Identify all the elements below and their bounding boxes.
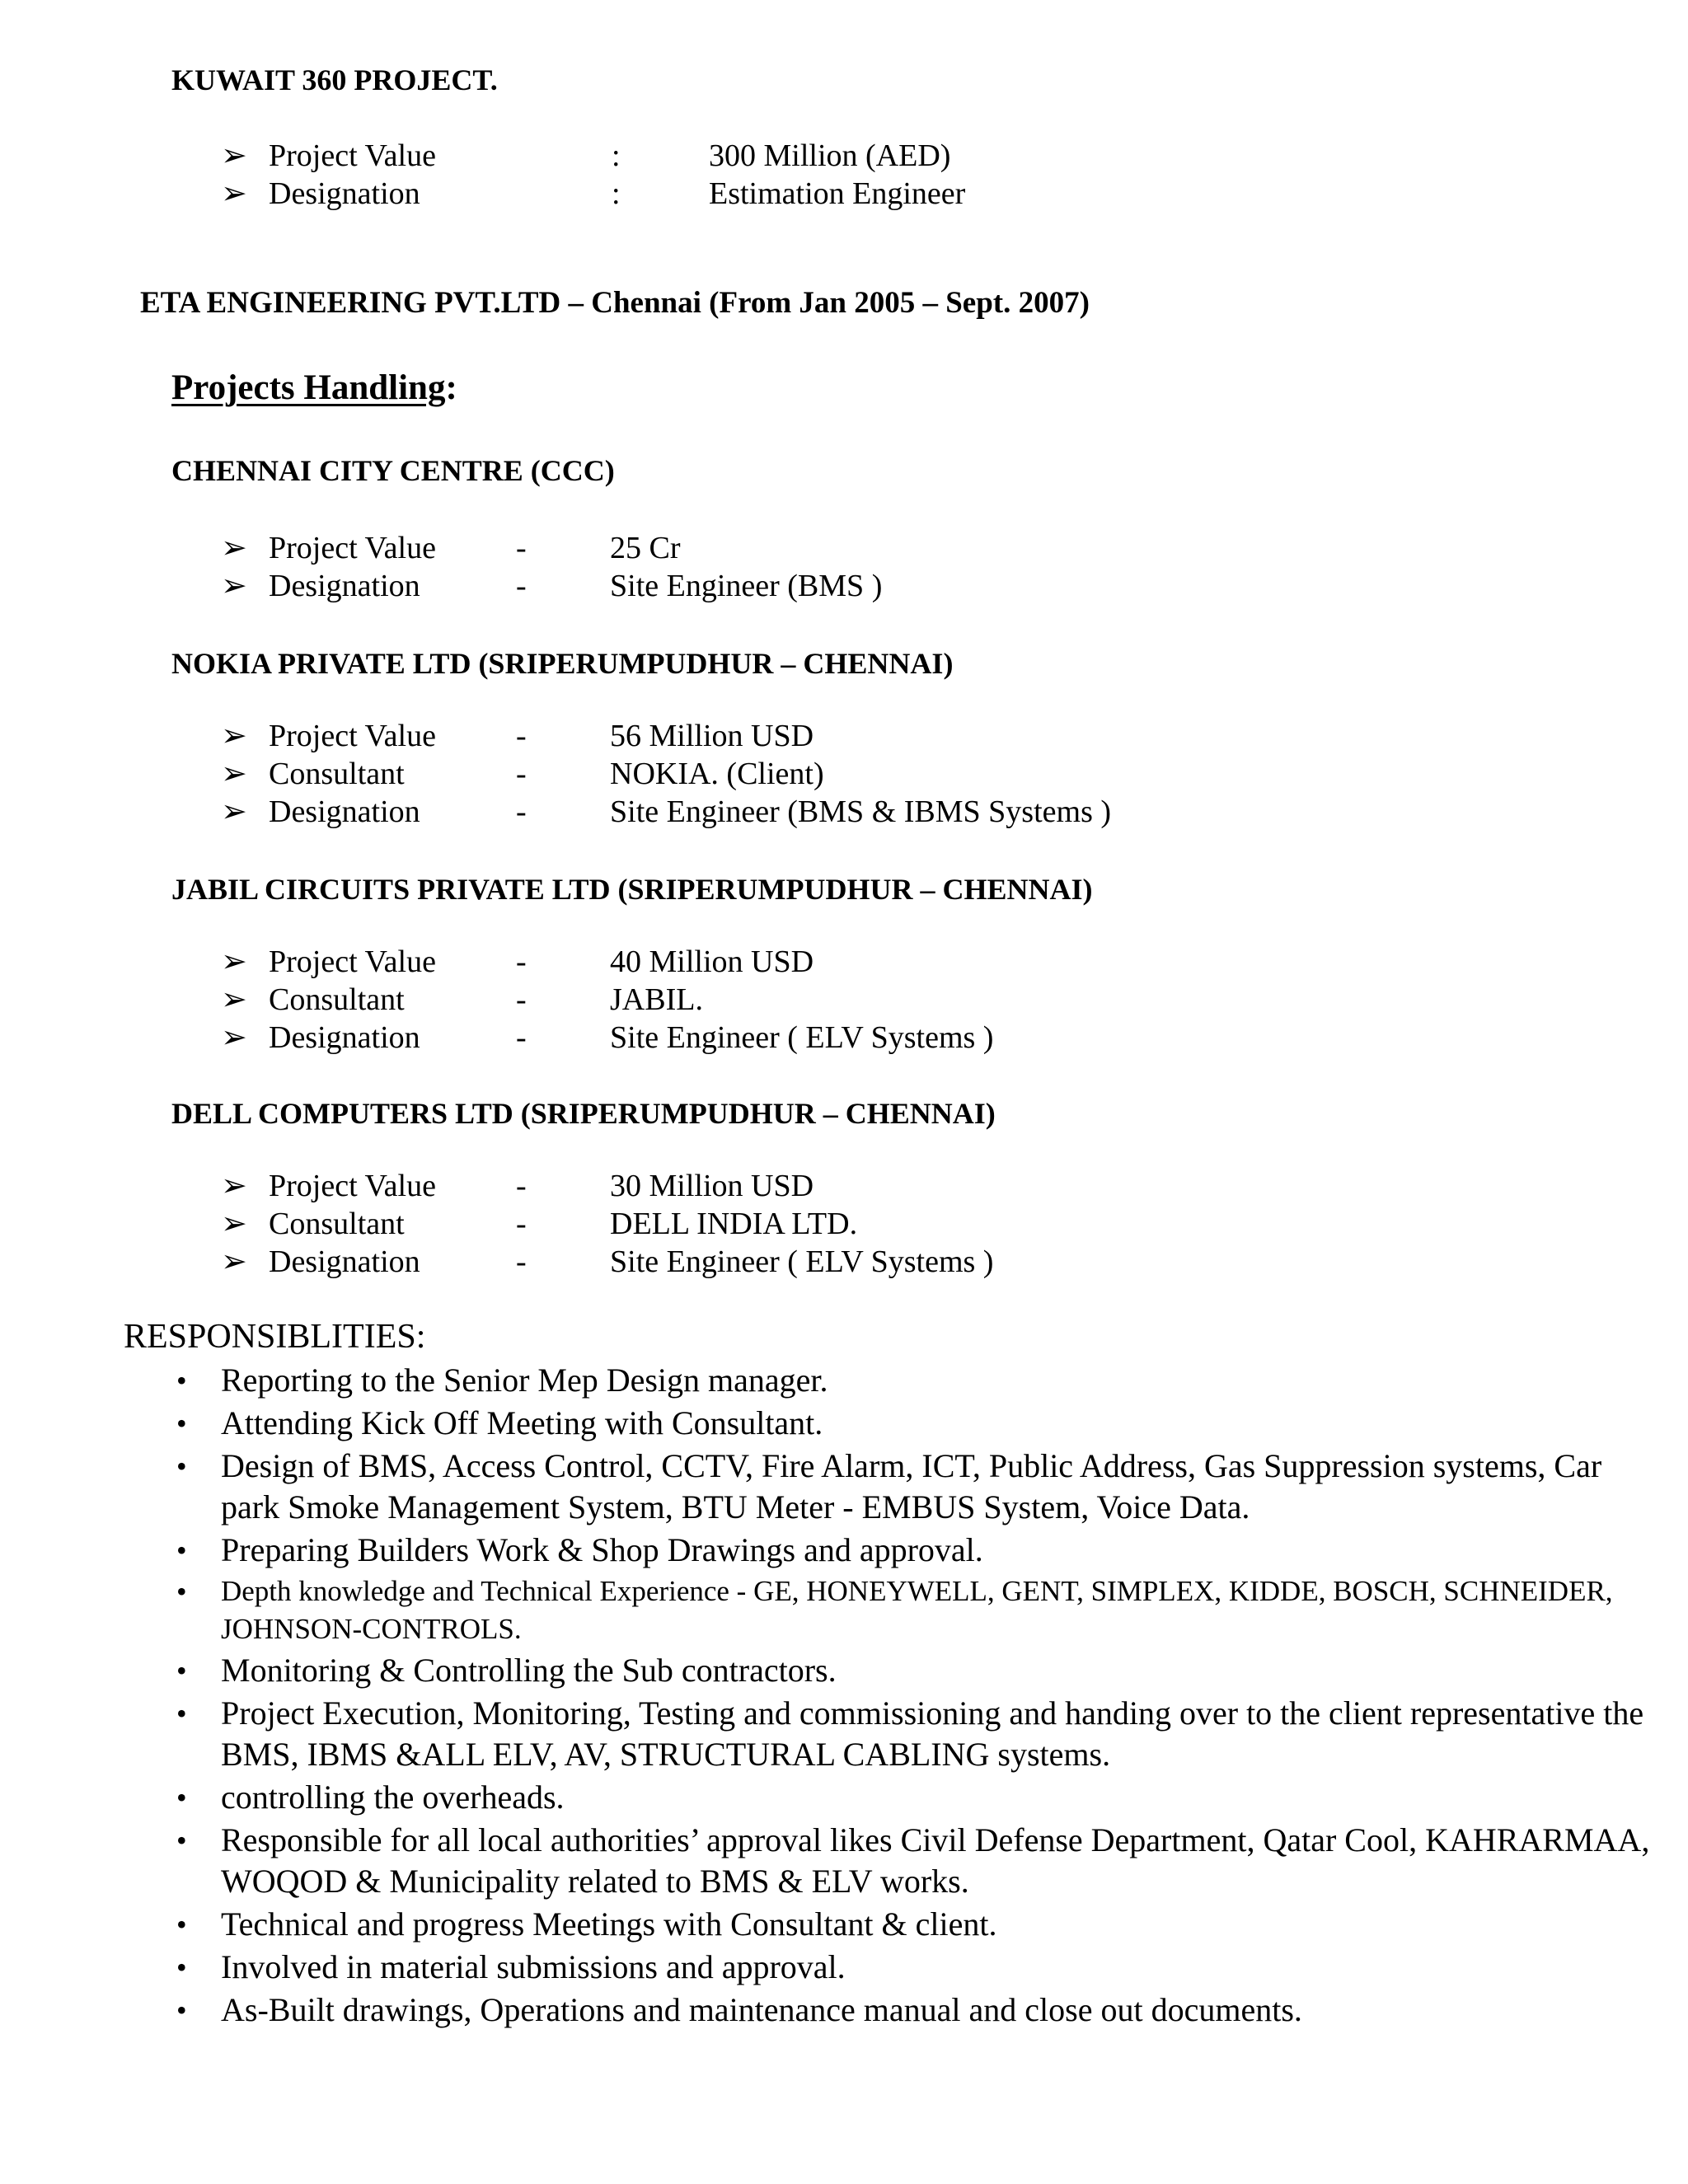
- list-item-text: Involved in material submissions and approval.: [221, 1948, 846, 1985]
- projects-handling-heading: [171, 368, 457, 408]
- arrow-bullet-icon: ➢: [221, 531, 247, 565]
- arrow-bullet-icon: ➢: [221, 176, 247, 211]
- list-item: [170, 1777, 1653, 1818]
- project-title: CHENNAI CITY CENTRE (CCC): [171, 454, 615, 487]
- bullet-dot-icon: •: [176, 1450, 187, 1483]
- row-label: Designation: [269, 569, 420, 603]
- responsibilities-list: [170, 1360, 1653, 2032]
- arrow-bullet-icon: ➢: [221, 1020, 247, 1055]
- list-item-text: Monitoring & Controlling the Sub contractors.: [221, 1652, 837, 1689]
- row-separator: :: [612, 176, 621, 211]
- list-item: [170, 1403, 1653, 1444]
- list-item-text: Design of BMS, Access Control, CCTV, Fire Alarm, ICT, Public Address, Gas Suppression systems, Car park Smoke Management System, BTU Meter - EMBUS System, Voice Data.: [221, 1447, 1602, 1526]
- arrow-bullet-icon: ➢: [221, 1169, 247, 1203]
- project-title: JABIL CIRCUITS PRIVATE LTD (SRIPERUMPUDHUR – CHENNAI): [171, 873, 1093, 906]
- row-label: Designation: [269, 794, 420, 829]
- kuwait-project-title: KUWAIT 360 PROJECT.: [171, 63, 498, 96]
- list-item: [170, 1904, 1653, 1945]
- bullet-dot-icon: •: [176, 1364, 187, 1397]
- list-item-text: controlling the overheads.: [221, 1779, 565, 1816]
- row-separator: -: [516, 531, 527, 565]
- bullet-dot-icon: •: [176, 1908, 187, 1941]
- list-item: [170, 1947, 1653, 1988]
- row-value: 25 Cr: [610, 531, 681, 565]
- arrow-bullet-icon: ➢: [221, 1244, 247, 1279]
- row-value: Estimation Engineer: [709, 176, 966, 211]
- list-item-text: Depth knowledge and Technical Experience - GE, HONEYWELL, GENT, SIMPLEX, KIDDE, BOSCH, SCHNEIDER, JOHNSON-CONTROLS.: [221, 1575, 1613, 1645]
- row-value: 40 Million USD: [610, 944, 814, 979]
- bullet-dot-icon: •: [176, 1781, 187, 1814]
- row-value: NOKIA. (Client): [610, 757, 824, 791]
- project-title: DELL COMPUTERS LTD (SRIPERUMPUDHUR – CHENNAI): [171, 1097, 996, 1130]
- row-separator: :: [612, 138, 621, 173]
- row-separator: -: [516, 1244, 527, 1279]
- list-item-text: Attending Kick Off Meeting with Consultant.: [221, 1404, 823, 1441]
- list-item-text: As-Built drawings, Operations and maintenance manual and close out documents.: [221, 1991, 1302, 2028]
- arrow-bullet-icon: ➢: [221, 569, 247, 603]
- row-value: Site Engineer ( ELV Systems ): [610, 1020, 994, 1055]
- list-item: [170, 1650, 1653, 1691]
- arrow-bullet-icon: ➢: [221, 138, 247, 173]
- row-label: Consultant: [269, 982, 405, 1017]
- list-item: [170, 1446, 1653, 1528]
- bullet-dot-icon: •: [176, 1697, 187, 1730]
- list-item: [170, 1572, 1653, 1648]
- row-label: Consultant: [269, 757, 405, 791]
- row-value: 56 Million USD: [610, 719, 814, 753]
- row-separator: -: [516, 944, 527, 979]
- row-label: Project Value: [269, 531, 436, 565]
- bullet-dot-icon: •: [176, 1824, 187, 1857]
- responsibilities-title: RESPONSIBLITIES:: [124, 1318, 426, 1356]
- projects-handling-label: Projects Handling: [171, 368, 446, 407]
- company-heading: ETA ENGINEERING PVT.LTD – Chennai (From Jan 2005 – Sept. 2007): [140, 286, 1090, 320]
- projects-handling-colon: :: [445, 368, 457, 407]
- row-label: Designation: [269, 1244, 420, 1279]
- list-item: [170, 1360, 1653, 1401]
- row-value: 300 Million (AED): [709, 138, 951, 173]
- arrow-bullet-icon: ➢: [221, 794, 247, 829]
- row-label: Designation: [269, 176, 420, 211]
- row-separator: -: [516, 757, 527, 791]
- list-item-text: Responsible for all local authorities’ approval likes Civil Defense Department, Qatar Cool, KAHRARMAA, WOQOD & Municipality related to BMS & ELV works.: [221, 1821, 1650, 1900]
- row-value: JABIL.: [610, 982, 703, 1017]
- row-separator: -: [516, 1169, 527, 1203]
- list-item: [170, 1820, 1653, 1902]
- row-separator: -: [516, 1020, 527, 1055]
- row-label: Project Value: [269, 1169, 436, 1203]
- bullet-dot-icon: •: [176, 1534, 187, 1567]
- arrow-bullet-icon: ➢: [221, 982, 247, 1017]
- list-item: [170, 1693, 1653, 1775]
- arrow-bullet-icon: ➢: [221, 944, 247, 979]
- row-label: Designation: [269, 1020, 420, 1055]
- row-value: DELL INDIA LTD.: [610, 1207, 858, 1241]
- project-title: NOKIA PRIVATE LTD (SRIPERUMPUDHUR – CHENNAI): [171, 647, 954, 680]
- list-item: [170, 1990, 1653, 2031]
- row-separator: -: [516, 719, 527, 753]
- list-item-text: Preparing Builders Work & Shop Drawings and approval.: [221, 1531, 983, 1568]
- row-value: Site Engineer (BMS ): [610, 569, 883, 603]
- bullet-dot-icon: •: [176, 1951, 187, 1984]
- row-separator: -: [516, 982, 527, 1017]
- bullet-dot-icon: •: [176, 1575, 187, 1608]
- row-separator: -: [516, 794, 527, 829]
- arrow-bullet-icon: ➢: [221, 719, 247, 753]
- bullet-dot-icon: •: [176, 1994, 187, 2027]
- arrow-bullet-icon: ➢: [221, 757, 247, 791]
- row-separator: -: [516, 1207, 527, 1241]
- arrow-bullet-icon: ➢: [221, 1207, 247, 1241]
- bullet-dot-icon: •: [176, 1654, 187, 1687]
- row-value: Site Engineer (BMS & IBMS Systems ): [610, 794, 1112, 829]
- row-label: Project Value: [269, 944, 436, 979]
- bullet-dot-icon: •: [176, 1407, 187, 1440]
- row-label: Project Value: [269, 138, 436, 173]
- list-item-text: Project Execution, Monitoring, Testing and commissioning and handing over to the client representative the BMS, IBMS &ALL ELV, AV, STRUCTURAL CABLING systems.: [221, 1694, 1644, 1773]
- row-value: 30 Million USD: [610, 1169, 814, 1203]
- list-item: [170, 1530, 1653, 1571]
- list-item-text: Reporting to the Senior Mep Design manager.: [221, 1361, 828, 1399]
- list-item-text: Technical and progress Meetings with Consultant & client.: [221, 1905, 997, 1943]
- row-value: Site Engineer ( ELV Systems ): [610, 1244, 994, 1279]
- row-label: Consultant: [269, 1207, 405, 1241]
- row-label: Project Value: [269, 719, 436, 753]
- row-separator: -: [516, 569, 527, 603]
